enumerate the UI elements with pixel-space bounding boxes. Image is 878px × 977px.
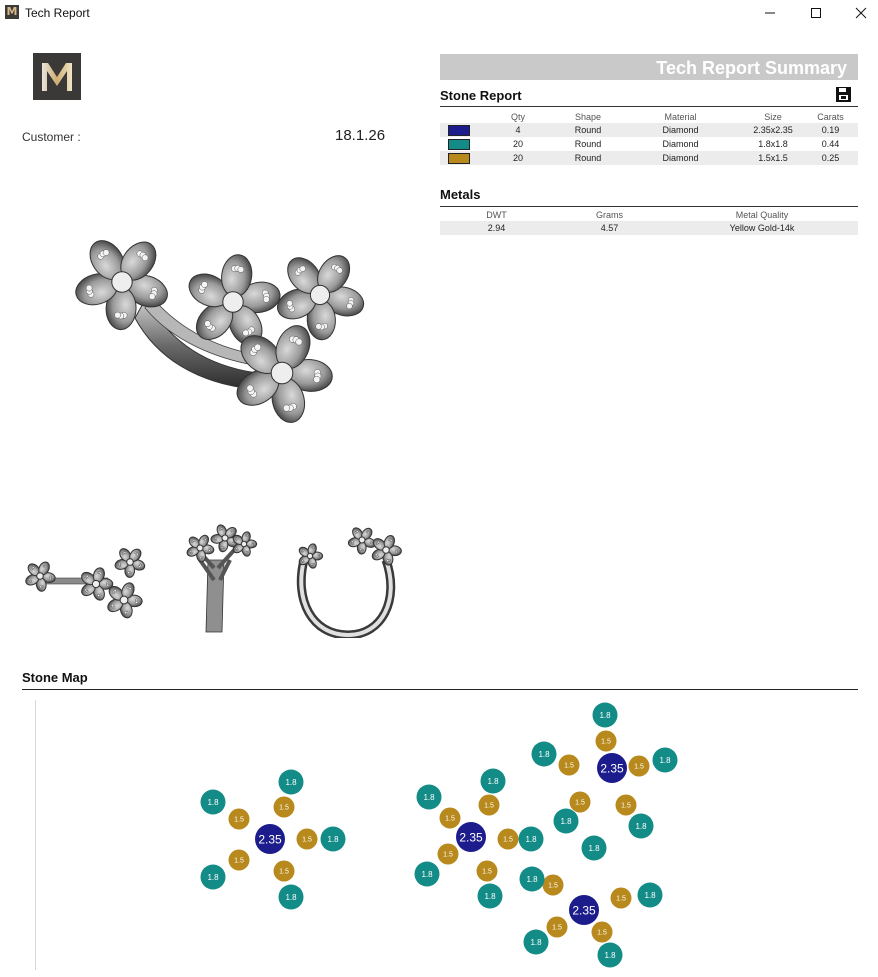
stone-size-label: 1.8 [327, 834, 339, 844]
save-icon[interactable] [835, 86, 852, 103]
logo-m-icon [40, 62, 74, 92]
stone-size-label: 1.5 [503, 836, 513, 844]
minimize-button[interactable] [747, 0, 793, 26]
stone-table-header [440, 110, 858, 123]
stone-report-title: Stone Report [440, 88, 522, 103]
dwt-cell: 2.94 [440, 221, 553, 235]
size-cell: 1.5x1.5 [743, 151, 803, 165]
stone-size-label: 2.35 [600, 761, 624, 776]
column-header: Qty [510, 111, 525, 122]
ring-side-view [282, 520, 410, 638]
ring-main-render [75, 240, 375, 430]
stone-size-label: 1.5 [597, 929, 607, 937]
stone-size-label: 1.5 [552, 924, 562, 932]
window-title: Tech Report [25, 6, 90, 20]
shape-cell: Round [558, 123, 618, 137]
stone-size-label: 2.35 [459, 830, 483, 845]
minimize-icon [764, 7, 776, 19]
metal-quality-cell: Yellow Gold-14k [666, 221, 858, 235]
stone-map-title: Stone Map [22, 670, 88, 685]
close-icon [855, 7, 867, 19]
stone-size-label: 1.8 [588, 843, 600, 853]
stone-size-label: 1.8 [530, 937, 542, 947]
stone-size-label: 1.5 [482, 868, 492, 876]
title-bar [0, 0, 878, 26]
stone-size-label: 1.5 [548, 882, 558, 890]
stone-size-label: 1.8 [604, 950, 616, 960]
column-header: Shape [574, 111, 602, 122]
metals-rule [440, 206, 858, 207]
column-header: DWT [486, 209, 507, 220]
stone-table [440, 110, 858, 165]
table-row [440, 221, 858, 235]
table-row [440, 137, 858, 151]
metals-title: Metals [440, 187, 481, 202]
stone-size-label: 1.5 [634, 763, 644, 771]
stone-size-label: 1.8 [635, 821, 647, 831]
table-row [440, 123, 858, 137]
stone-color-swatch [448, 153, 470, 164]
stone-size-label: 1.5 [234, 857, 244, 865]
size-cell: 1.8x1.8 [758, 139, 788, 149]
stone-size-label: 2.35 [258, 832, 282, 847]
stone-size-label: 1.8 [423, 792, 435, 802]
ring-front-view [170, 520, 265, 638]
stone-size-label: 1.8 [659, 755, 671, 765]
close-button[interactable] [838, 0, 878, 26]
shape-cell: Round [558, 151, 618, 165]
stone-size-label: 1.8 [526, 874, 538, 884]
stone-size-label: 1.8 [484, 891, 496, 901]
material-cell: Diamond [618, 123, 743, 137]
shape-cell: Round [574, 139, 602, 149]
stone-size-label: 1.5 [302, 836, 312, 844]
carats-cell: 0.25 [803, 151, 858, 165]
column-header: Size [764, 111, 782, 122]
grams-cell: 4.57 [553, 221, 666, 235]
stone-size-label: 1.5 [564, 762, 574, 770]
metals-table [440, 208, 858, 235]
material-cell: Diamond [618, 151, 743, 165]
stone-size-label: 1.8 [285, 892, 297, 902]
stone-size-label: 1.5 [616, 895, 626, 903]
stone-size-label: 1.8 [207, 872, 219, 882]
stone-report-rule [440, 106, 858, 107]
stone-size-label: 1.8 [538, 749, 550, 759]
column-header: Grams [596, 209, 623, 220]
stone-size-label: 1.5 [621, 802, 631, 810]
qty-cell: 20 [512, 139, 523, 149]
stone-size-label: 1.5 [279, 868, 289, 876]
stone-color-swatch [448, 139, 470, 150]
carats-cell: 0.44 [821, 139, 840, 149]
company-logo [33, 53, 81, 100]
stone-size-label: 1.8 [525, 834, 537, 844]
stone-size-label: 1.8 [285, 777, 297, 787]
maximize-icon [810, 7, 822, 19]
carats-cell: 0.19 [803, 123, 858, 137]
stone-size-label: 1.5 [601, 738, 611, 746]
column-header: Material [664, 111, 697, 122]
stone-size-label: 1.5 [279, 804, 289, 812]
stone-size-label: 1.5 [234, 816, 244, 824]
material-cell: Diamond [662, 139, 699, 149]
stone-map-canvas [0, 690, 878, 977]
column-header: Carats [817, 111, 844, 122]
stone-size-label: 1.5 [445, 815, 455, 823]
report-date: 18.1.26 [335, 127, 386, 144]
maximize-button[interactable] [793, 0, 839, 26]
ring-top-view [22, 540, 150, 620]
app-icon: M [6, 5, 18, 18]
stone-size-label: 2.35 [572, 903, 596, 918]
summary-banner: Tech Report Summary [440, 54, 858, 80]
stone-size-label: 1.8 [421, 869, 433, 879]
stone-size-label: 1.5 [443, 851, 453, 859]
qty-cell: 4 [478, 123, 558, 137]
stone-size-label: 1.8 [644, 890, 656, 900]
stone-size-label: 1.8 [207, 797, 219, 807]
qty-cell: 20 [478, 151, 558, 165]
stone-size-label: 1.8 [599, 710, 611, 720]
stone-size-label: 1.8 [560, 816, 572, 826]
table-row [440, 151, 858, 165]
size-cell: 2.35x2.35 [743, 123, 803, 137]
column-header: Metal Quality [735, 209, 789, 220]
stone-size-label: 1.5 [575, 799, 585, 807]
stone-color-swatch [448, 125, 470, 136]
metals-table-header [440, 208, 858, 221]
customer-label: Customer : [22, 130, 81, 144]
stone-size-label: 1.5 [484, 802, 494, 810]
stone-size-label: 1.8 [487, 776, 499, 786]
